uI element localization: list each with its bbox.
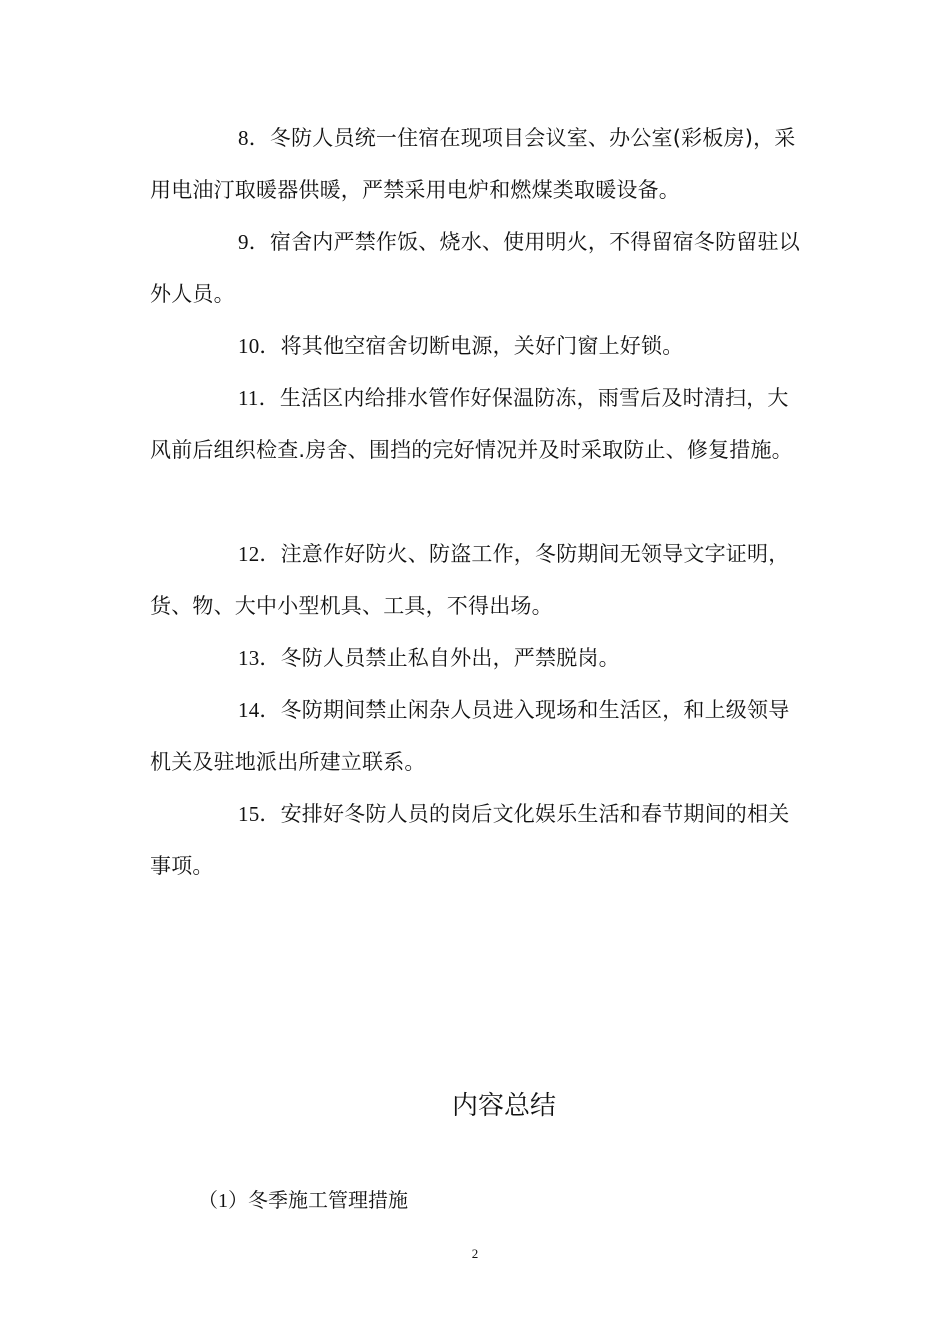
paragraph-number: 12． (238, 542, 281, 566)
paragraph-number: 10． (238, 334, 281, 358)
paragraph-number: 9． (238, 230, 270, 254)
paragraph-number: 11． (238, 386, 280, 410)
paragraph-text: 冬防人员统一住宿在现项目会议室、办公室(彩板房)，采用电油汀取暖器供暖，严禁采用电炉和燃煤类取暖设备。 (150, 126, 796, 202)
paragraph-text: 冬防人员禁止私自外出，严禁脱岗。 (280, 646, 620, 670)
paragraph-8 (150, 112, 805, 216)
summary-title: 内容总结 (451, 1091, 556, 1121)
paragraph-15 (150, 788, 805, 892)
summary-item-number: （1） (198, 1190, 248, 1212)
page-number: 2 (471, 1246, 479, 1261)
paragraph-text: 生活区内给排水管作好保温防冻，雨雪后及时清扫，大风前后组织检查.房舍、围挡的完好情况并及时采取防止、修复措施。 (150, 386, 793, 462)
paragraph-13 (150, 632, 805, 684)
paragraph-text: 注意作好防火、防盗工作，冬防期间无领导文字证明，货、物、大中小型机具、工具，不得出场。 (150, 542, 790, 618)
summary-item-text: 冬季施工管理措施 (248, 1188, 408, 1212)
summary-item (198, 1183, 408, 1218)
paragraph-number: 15． (238, 802, 281, 826)
paragraph-text: 将其他空宿舍切断电源，关好门窗上好锁。 (280, 334, 684, 358)
paragraph-11 (150, 372, 805, 476)
paragraph-9 (150, 216, 805, 320)
paragraph-text: 安排好冬防人员的岗后文化娱乐生活和春节期间的相关事项。 (150, 802, 790, 878)
paragraph-text: 宿舍内严禁作饭、烧水、使用明火，不得留宿冬防留驻以外人员。 (150, 230, 800, 306)
paragraph-number: 8． (238, 126, 270, 150)
paragraph-12 (150, 528, 805, 632)
paragraph-text: 冬防期间禁止闲杂人员进入现场和生活区，和上级领导机关及驻地派出所建立联系。 (150, 698, 790, 774)
paragraph-number: 14． (238, 698, 281, 722)
paragraph-number: 13． (238, 646, 281, 670)
paragraph-14 (150, 684, 805, 788)
paragraph-10 (150, 320, 805, 372)
